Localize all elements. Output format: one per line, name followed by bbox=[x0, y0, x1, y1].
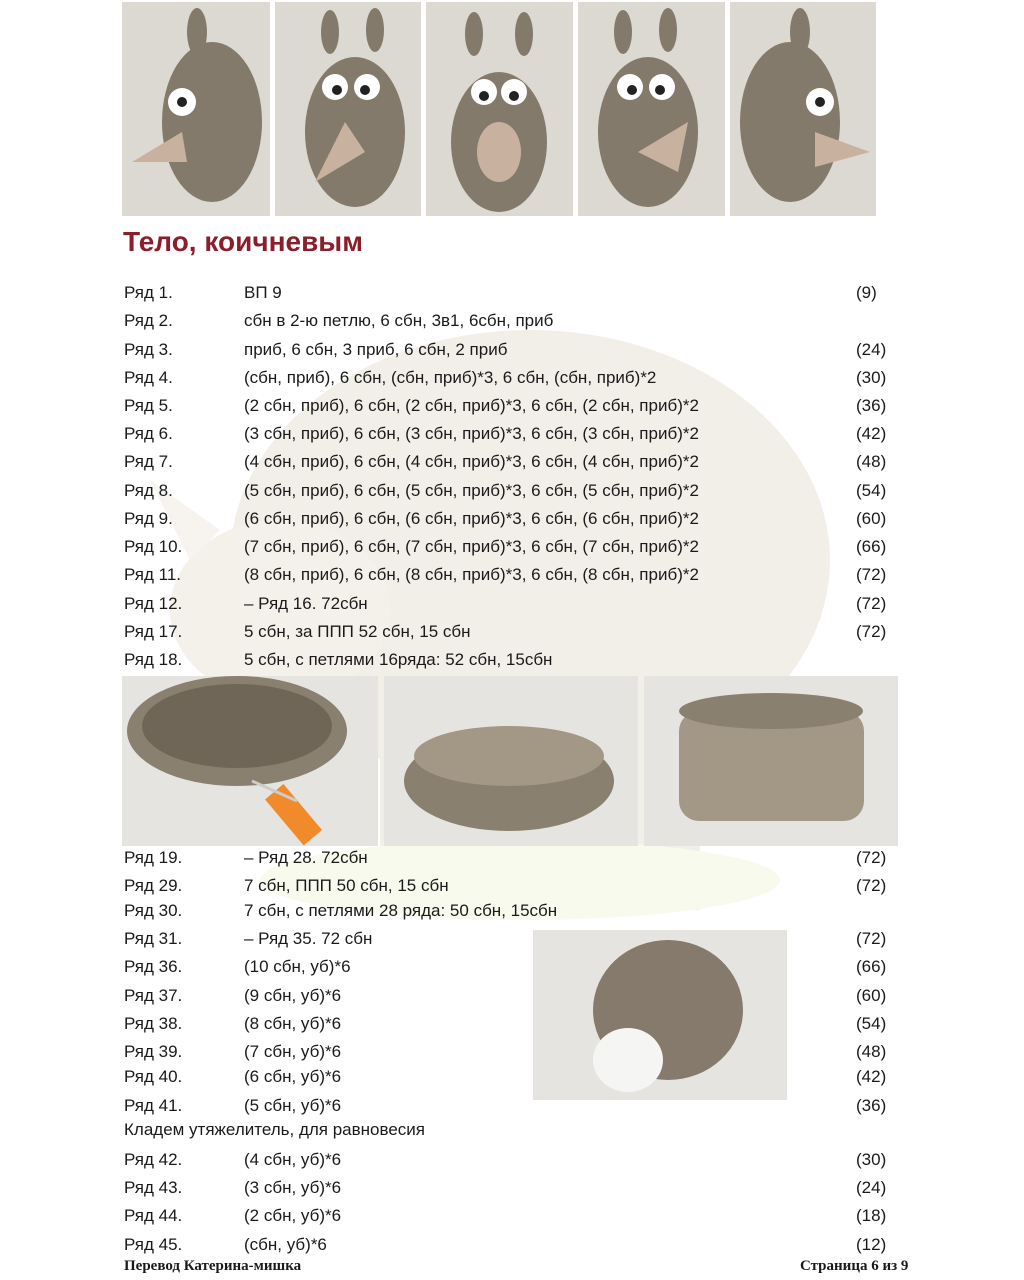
pattern-row bbox=[0, 509, 1024, 537]
rhino-photo-4 bbox=[578, 2, 725, 216]
row-stitch-count: (72) bbox=[856, 622, 887, 641]
row-label: Ряд 19. bbox=[124, 848, 183, 867]
row-instruction: (8 сбн, уб)*6 bbox=[244, 1014, 342, 1033]
work-photo-bowl-hook bbox=[122, 676, 378, 846]
row-stitch-count: (48) bbox=[856, 1042, 887, 1061]
row-stitch-count: (66) bbox=[856, 537, 887, 556]
row-label: Ряд 9. bbox=[124, 509, 173, 528]
pattern-row bbox=[0, 876, 1024, 904]
row-stitch-count: (24) bbox=[856, 340, 887, 359]
row-label: Ряд 8. bbox=[124, 481, 173, 500]
rhino-photo-2 bbox=[275, 2, 421, 216]
row-instruction: – Ряд 16. 72сбн bbox=[244, 594, 368, 613]
row-stitch-count: (42) bbox=[856, 1067, 887, 1086]
rhino-photo-5 bbox=[730, 2, 876, 216]
row-label: Ряд 43. bbox=[124, 1178, 183, 1197]
row-label: Ряд 30. bbox=[124, 901, 183, 920]
row-stitch-count: (72) bbox=[856, 848, 887, 867]
weight-note: Кладем утяжелитель, для равновесия bbox=[124, 1120, 425, 1139]
row-label: Ряд 38. bbox=[124, 1014, 183, 1033]
row-label: Ряд 6. bbox=[124, 424, 173, 443]
pattern-row bbox=[0, 848, 1024, 876]
row-instruction: приб, 6 сбн, 3 приб, 6 сбн, 2 приб bbox=[244, 340, 508, 359]
row-label: Ряд 44. bbox=[124, 1206, 183, 1225]
row-stitch-count: (12) bbox=[856, 1235, 887, 1254]
pattern-row bbox=[0, 452, 1024, 480]
row-instruction: 7 сбн, ППП 50 сбн, 15 сбн bbox=[244, 876, 449, 895]
pattern-row bbox=[0, 396, 1024, 424]
row-label: Ряд 2. bbox=[124, 311, 173, 330]
pattern-row bbox=[0, 537, 1024, 565]
row-label: Ряд 12. bbox=[124, 594, 183, 613]
row-stitch-count: (30) bbox=[856, 1150, 887, 1169]
row-instruction: (сбн, уб)*6 bbox=[244, 1235, 327, 1254]
work-photo-ball-weight bbox=[533, 930, 787, 1100]
pattern-row bbox=[0, 1150, 1024, 1178]
footer-page-number: Страница 6 из 9 bbox=[800, 1258, 909, 1274]
row-stitch-count: (36) bbox=[856, 396, 887, 415]
row-instruction: (7 сбн, уб)*6 bbox=[244, 1042, 342, 1061]
row-label: Ряд 5. bbox=[124, 396, 173, 415]
pattern-row bbox=[0, 565, 1024, 593]
row-stitch-count: (60) bbox=[856, 509, 887, 528]
pattern-row bbox=[0, 901, 1024, 929]
pattern-row bbox=[0, 481, 1024, 509]
row-label: Ряд 37. bbox=[124, 986, 183, 1005]
row-stitch-count: (36) bbox=[856, 1096, 887, 1115]
row-label: Ряд 36. bbox=[124, 957, 183, 976]
row-label: Ряд 11. bbox=[124, 565, 181, 584]
row-stitch-count: (72) bbox=[856, 594, 887, 613]
row-instruction: (7 сбн, приб), 6 сбн, (7 сбн, приб)*3, 6 сбн, (7 сбн, приб)*2 bbox=[244, 537, 699, 556]
pattern-row bbox=[0, 1067, 1024, 1095]
row-stitch-count: (72) bbox=[856, 565, 887, 584]
row-instruction: 7 сбн, с петлями 28 ряда: 50 сбн, 15сбн bbox=[244, 901, 558, 920]
pattern-row bbox=[0, 1014, 1024, 1042]
row-stitch-count: (54) bbox=[856, 481, 887, 500]
row-instruction: сбн в 2-ю петлю, 6 сбн, 3в1, 6сбн, приб bbox=[244, 311, 554, 330]
row-instruction: (6 сбн, приб), 6 сбн, (6 сбн, приб)*3, 6 сбн, (6 сбн, приб)*2 bbox=[244, 509, 699, 528]
pattern-row bbox=[0, 650, 1024, 678]
pattern-row bbox=[0, 929, 1024, 957]
row-instruction: 5 сбн, с петлями 16ряда: 52 сбн, 15сбн bbox=[244, 650, 553, 669]
row-stitch-count: (72) bbox=[856, 876, 887, 895]
footer-translator: Перевод Катерина-мишка bbox=[124, 1258, 302, 1274]
row-label: Ряд 17. bbox=[124, 622, 183, 641]
row-instruction: (10 сбн, уб)*6 bbox=[244, 957, 351, 976]
rhino-photo-1 bbox=[122, 2, 270, 216]
pattern-row bbox=[0, 622, 1024, 650]
row-label: Ряд 39. bbox=[124, 1042, 183, 1061]
row-instruction: (9 сбн, уб)*6 bbox=[244, 986, 342, 1005]
row-stitch-count: (72) bbox=[856, 929, 887, 948]
row-label: Ряд 41. bbox=[124, 1096, 183, 1115]
row-stitch-count: (54) bbox=[856, 1014, 887, 1033]
pattern-row bbox=[0, 1206, 1024, 1234]
row-instruction: (4 сбн, уб)*6 bbox=[244, 1150, 342, 1169]
row-instruction: (8 сбн, приб), 6 сбн, (8 сбн, приб)*3, 6 сбн, (8 сбн, приб)*2 bbox=[244, 565, 699, 584]
pattern-row bbox=[0, 283, 1024, 311]
row-stitch-count: (30) bbox=[856, 368, 887, 387]
row-stitch-count: (18) bbox=[856, 1206, 887, 1225]
work-photo-oval bbox=[384, 676, 638, 846]
row-label: Ряд 40. bbox=[124, 1067, 183, 1086]
row-label: Ряд 45. bbox=[124, 1235, 183, 1254]
row-stitch-count: (66) bbox=[856, 957, 887, 976]
row-label: Ряд 1. bbox=[124, 283, 173, 302]
pattern-row bbox=[0, 424, 1024, 452]
row-label: Ряд 29. bbox=[124, 876, 183, 895]
pattern-row bbox=[0, 594, 1024, 622]
pattern-row bbox=[0, 986, 1024, 1014]
rhino-photo-3 bbox=[426, 2, 573, 216]
row-instruction: – Ряд 35. 72 сбн bbox=[244, 929, 373, 948]
section-title: Тело, коичневым bbox=[123, 226, 363, 257]
row-label: Ряд 10. bbox=[124, 537, 183, 556]
row-instruction: (3 сбн, уб)*6 bbox=[244, 1178, 342, 1197]
row-instruction: (4 сбн, приб), 6 сбн, (4 сбн, приб)*3, 6 сбн, (4 сбн, приб)*2 bbox=[244, 452, 699, 471]
row-label: Ряд 7. bbox=[124, 452, 173, 471]
row-stitch-count: (24) bbox=[856, 1178, 887, 1197]
row-label: Ряд 18. bbox=[124, 650, 183, 669]
row-instruction: (2 сбн, уб)*6 bbox=[244, 1206, 342, 1225]
row-label: Ряд 4. bbox=[124, 368, 173, 387]
row-stitch-count: (60) bbox=[856, 986, 887, 1005]
pattern-row bbox=[0, 311, 1024, 339]
row-stitch-count: (48) bbox=[856, 452, 887, 471]
row-label: Ряд 42. bbox=[124, 1150, 183, 1169]
pattern-row bbox=[0, 1178, 1024, 1206]
row-label: Ряд 31. bbox=[124, 929, 183, 948]
row-instruction: (6 сбн, уб)*6 bbox=[244, 1067, 342, 1086]
row-instruction: (2 сбн, приб), 6 сбн, (2 сбн, приб)*3, 6 сбн, (2 сбн, приб)*2 bbox=[244, 396, 699, 415]
row-stitch-count: (42) bbox=[856, 424, 887, 443]
row-instruction: 5 сбн, за ППП 52 сбн, 15 сбн bbox=[244, 622, 471, 641]
pattern-row bbox=[0, 1042, 1024, 1070]
row-label: Ряд 3. bbox=[124, 340, 173, 359]
work-photo-cylinder bbox=[644, 676, 898, 846]
row-instruction: (5 сбн, приб), 6 сбн, (5 сбн, приб)*3, 6 сбн, (5 сбн, приб)*2 bbox=[244, 481, 699, 500]
pattern-row bbox=[0, 368, 1024, 396]
row-instruction: ВП 9 bbox=[244, 283, 282, 302]
row-instruction: – Ряд 28. 72сбн bbox=[244, 848, 368, 867]
row-instruction: (3 сбн, приб), 6 сбн, (3 сбн, приб)*3, 6 сбн, (3 сбн, приб)*2 bbox=[244, 424, 699, 443]
pattern-row bbox=[0, 340, 1024, 368]
row-instruction: (5 сбн, уб)*6 bbox=[244, 1096, 342, 1115]
pattern-row bbox=[0, 957, 1024, 985]
row-instruction: (сбн, приб), 6 сбн, (сбн, приб)*3, 6 сбн, (сбн, приб)*2 bbox=[244, 368, 657, 387]
row-stitch-count: (9) bbox=[856, 283, 877, 302]
